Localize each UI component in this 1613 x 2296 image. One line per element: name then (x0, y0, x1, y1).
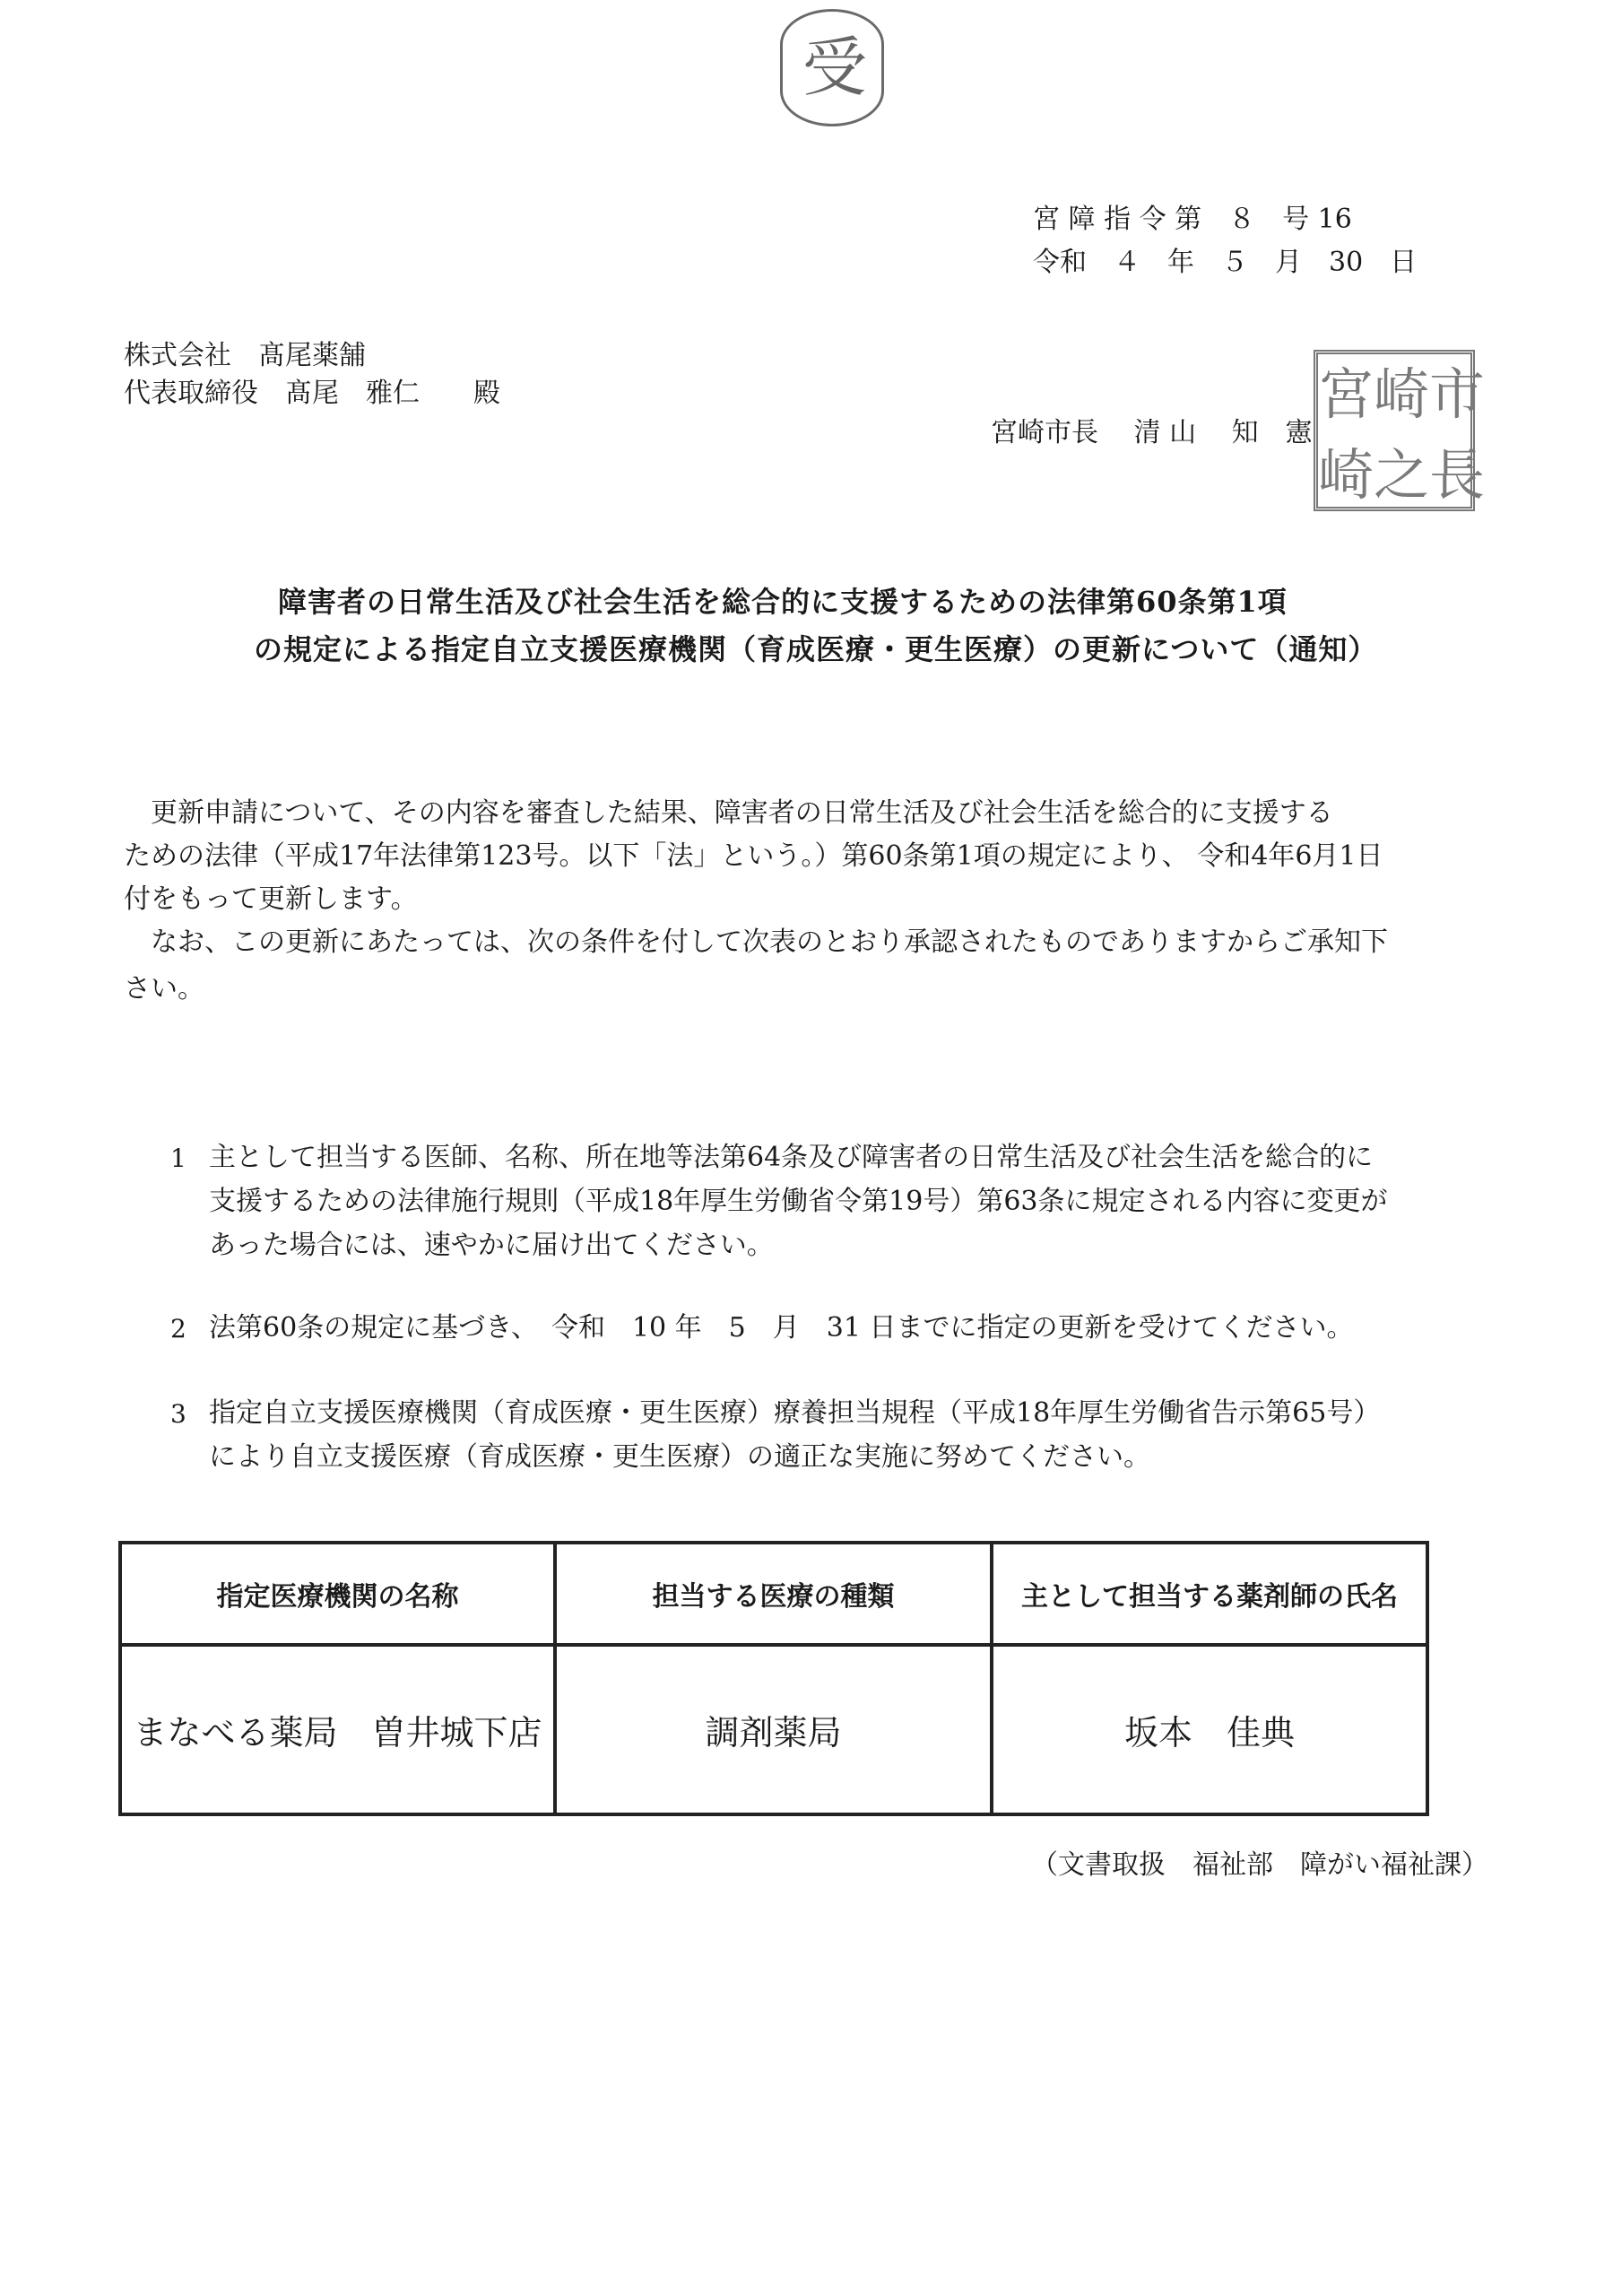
table-cell-institution: まなべる薬局 曽井城下店 (120, 1645, 555, 1814)
table-row (120, 1645, 1427, 1814)
table-cell-medical-type: 調剤薬局 (555, 1645, 992, 1814)
table-header-row (120, 1543, 1427, 1645)
body-paragraph2-line2: さい。 (124, 973, 204, 1004)
table-header-cell: 主として担当する薬剤師の氏名 (992, 1543, 1427, 1645)
designation-table (118, 1541, 1429, 1816)
seal-char: 崎 (1374, 361, 1430, 427)
body-paragraph1-line2: ための法律（平成17年法律第123号。以下「法」という。）第60条第1項の規定により、 令和4年6月1日 (124, 840, 1383, 872)
document-handler: （文書取扱 福祉部 障がい福祉課） (1031, 1849, 1488, 1881)
condition-1-line1: 主として担当する医師、名称、所在地等法第64条及び障害者の日常生活及び社会生活を総合的に (209, 1142, 1374, 1173)
condition-number: 3 (170, 1399, 186, 1429)
table-header-cell: 指定医療機関の名称 (120, 1543, 555, 1645)
condition-2-line1: 法第60条の規定に基づき、 令和 10 年 5 月 31 日までに指定の更新を受けてください。 (209, 1312, 1354, 1344)
condition-1-line2: 支援するための法律施行規則（平成18年厚生労働省令第19号）第63条に規定される内容に変更が (209, 1186, 1388, 1217)
condition-number: 2 (170, 1314, 186, 1344)
document-number: 宮 障 指 令 第 ８ 号 16 (1033, 204, 1352, 235)
seal-char: 宮 (1318, 361, 1375, 427)
condition-1-line3: あった場合には、速やかに届け出てください。 (209, 1230, 774, 1261)
document-date: 令和 ４ 年 ５ 月 30 日 (1033, 247, 1418, 278)
table-cell-pharmacist: 坂本 佳典 (992, 1645, 1427, 1814)
condition-3-line1: 指定自立支援医療機関（育成医療・更生医療）療養担当規程（平成18年厚生労働省告示第65号） (209, 1397, 1381, 1429)
official-seal (1314, 350, 1486, 511)
recipient-representative: 代表取締役 髙尾 雅仁 殿 (124, 378, 500, 409)
receipt-stamp-text: 受 (802, 30, 862, 105)
condition-number: 1 (170, 1144, 186, 1173)
body-paragraph2-line1: なお、この更新にあたっては、次の条件を付して次表のとおり承認されたものでありますからご承知下 (124, 926, 1388, 958)
recipient-company: 株式会社 髙尾薬舗 (124, 340, 366, 371)
seal-char: 長 (1429, 442, 1486, 508)
seal-char: 之 (1374, 442, 1430, 508)
sender-name: 宮崎市長 清 山 知 憲 (991, 417, 1313, 448)
seal-char: 市 (1429, 361, 1486, 427)
seal-char: 崎 (1318, 442, 1375, 508)
table-header-cell: 担当する医療の種類 (555, 1543, 992, 1645)
document-title-line2: の規定による指定自立支援医療機関（育成医療・更生医療）の更新について（通知） (254, 632, 1378, 666)
receipt-stamp (780, 9, 884, 126)
condition-3-line2: により自立支援医療（育成医療・更生医療）の適正な実施に努めてください。 (209, 1441, 1150, 1473)
body-paragraph1-line1: 更新申請について、その内容を審査した結果、障害者の日常生活及び社会生活を総合的に支援する (124, 797, 1333, 829)
document-title-line1: 障害者の日常生活及び社会生活を総合的に支援するための法律第60条第1項 (278, 585, 1288, 619)
body-paragraph1-line3: 付をもって更新します。 (124, 883, 418, 915)
